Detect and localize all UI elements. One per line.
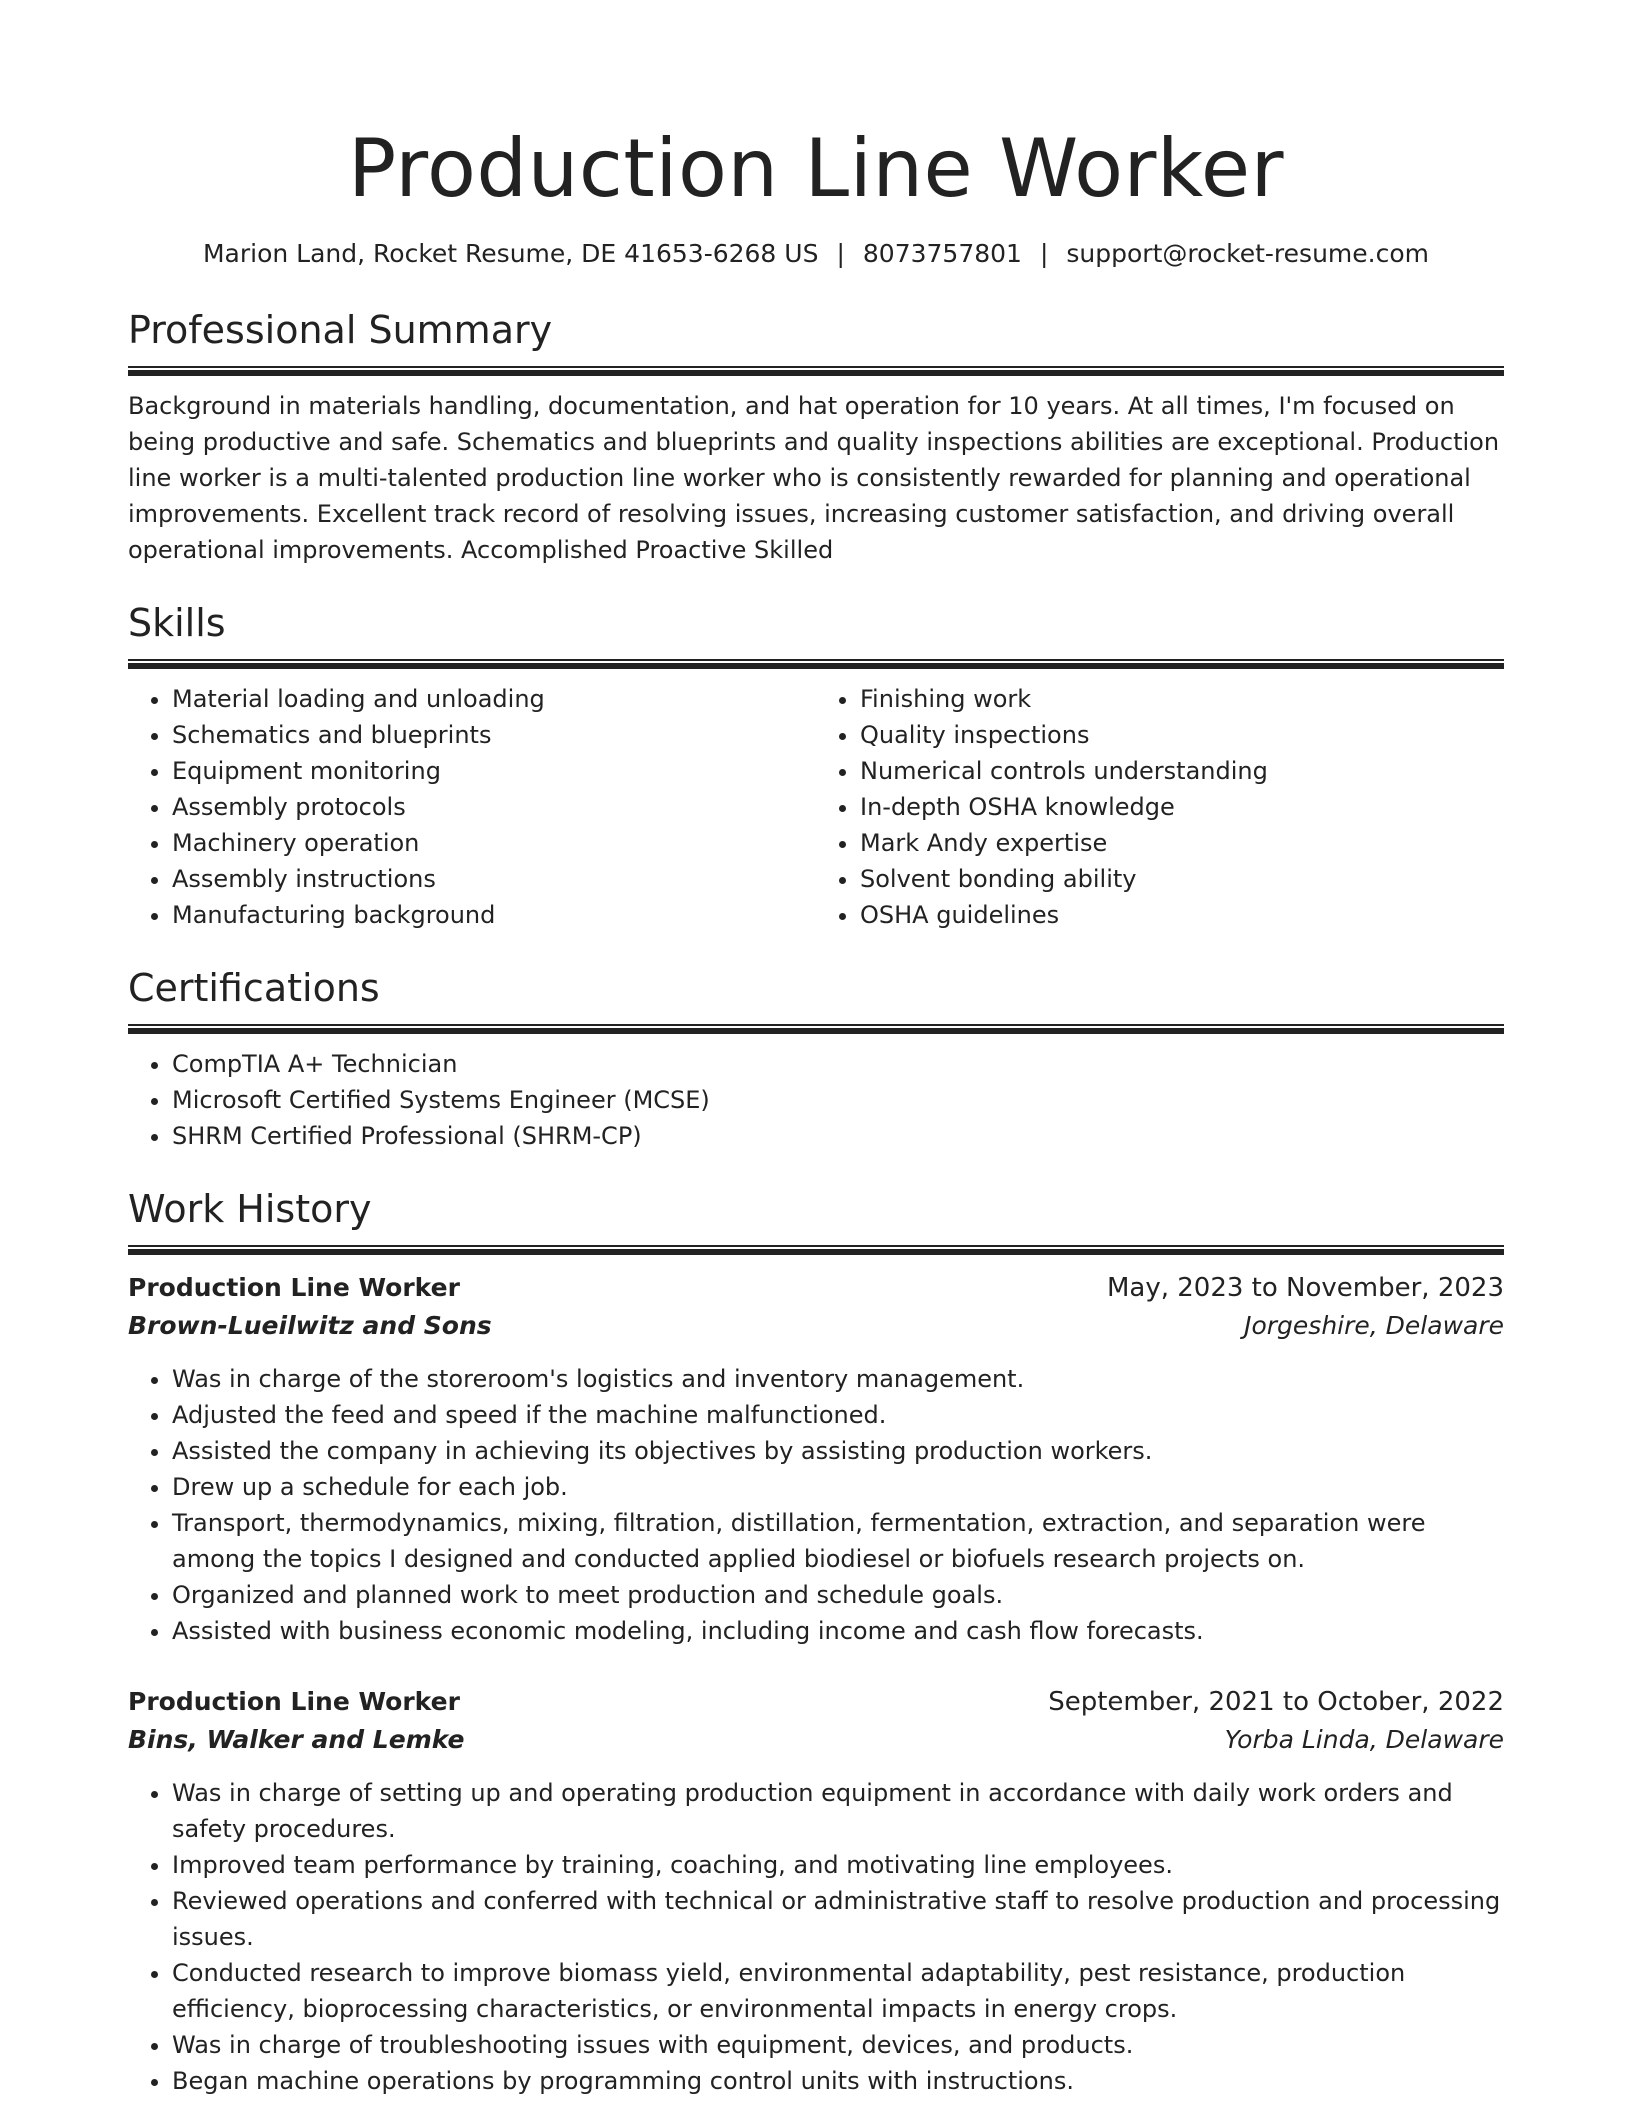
- job-entry: [128, 1683, 1504, 2099]
- job-company: Bins, Walker and Lemke: [128, 1725, 465, 1754]
- job-bullet: • Adjusted the feed and speed if the machine malfunctioned.: [172, 1397, 1504, 1433]
- skills-section: [128, 599, 1504, 933]
- certifications-list: [128, 1046, 1504, 1154]
- summary-section: [128, 306, 1504, 568]
- job-bullet: • Began machine operations by programming control units with instructions.: [172, 2063, 1504, 2099]
- contact-address: Marion Land, Rocket Resume, DE 41653-6268 US: [202, 239, 819, 268]
- skill-item: • Material loading and unloading: [172, 681, 816, 717]
- skill-item: • Schematics and blueprints: [172, 717, 816, 753]
- job-bullet: • Was in charge of setting up and operating production equipment in accordance with daily work orders and safety procedures.: [172, 1775, 1504, 1847]
- certifications-section: [128, 964, 1504, 1154]
- contact-separator: |: [1039, 239, 1049, 268]
- certification-item: • CompTIA A+ Technician: [172, 1046, 1504, 1082]
- job-bullet: • Organized and planned work to meet production and schedule goals.: [172, 1577, 1504, 1613]
- skills-grid: [128, 681, 1504, 933]
- job-bullet: • Drew up a schedule for each job.: [172, 1469, 1504, 1505]
- job-location: Yorba Linda, Delaware: [1224, 1725, 1504, 1754]
- skill-item: • Mark Andy expertise: [860, 825, 1504, 861]
- job-bullet: • Conducted research to improve biomass yield, environmental adaptability, pest resistance, production efficiency, bioprocessing characteristics, or environmental impacts in energy crops.: [172, 1955, 1504, 2027]
- job-bullet: • Improved team performance by training, coaching, and motivating line employees.: [172, 1847, 1504, 1883]
- job-subheader-row: [128, 1721, 1504, 1759]
- section-divider: [128, 366, 1504, 376]
- section-title-certifications: Certifications: [128, 966, 380, 1010]
- job-bullet: • Assisted the company in achieving its objectives by assisting production workers.: [172, 1433, 1504, 1469]
- job-bullet-list: [128, 1775, 1504, 2099]
- skills-list-left: [128, 681, 816, 933]
- skill-item: • OSHA guidelines: [860, 897, 1504, 933]
- skill-item: • Solvent bonding ability: [860, 861, 1504, 897]
- certification-item: • Microsoft Certified Systems Engineer (MCSE): [172, 1082, 1504, 1118]
- skills-list-right: [816, 681, 1504, 933]
- skill-item: • Equipment monitoring: [172, 753, 816, 789]
- contact-line: [128, 236, 1504, 272]
- job-entry: [128, 1269, 1504, 1649]
- job-bullet-list: [128, 1361, 1504, 1649]
- section-title-work-history: Work History: [128, 1187, 372, 1231]
- skill-item: • Manufacturing background: [172, 897, 816, 933]
- skill-item: • Quality inspections: [860, 717, 1504, 753]
- work-history-section: [128, 1185, 1504, 2099]
- job-company: Brown-Lueilwitz and Sons: [128, 1311, 492, 1340]
- job-subheader-row: [128, 1307, 1504, 1345]
- job-bullet: • Was in charge of troubleshooting issues with equipment, devices, and products.: [172, 2027, 1504, 2063]
- contact-phone: 8073757801: [862, 239, 1022, 268]
- skill-item: • Finishing work: [860, 681, 1504, 717]
- section-divider: [128, 659, 1504, 669]
- skill-item: • Assembly protocols: [172, 789, 816, 825]
- job-location: Jorgeshire, Delaware: [1244, 1311, 1504, 1340]
- job-bullet: • Transport, thermodynamics, mixing, filtration, distillation, fermentation, extraction, and separation were among the topics I designed and conducted applied biodiesel or biofuels research projects on.: [172, 1505, 1504, 1577]
- section-title-summary: Professional Summary: [128, 308, 553, 352]
- job-header-row: [128, 1683, 1504, 1721]
- contact-email: support@rocket-resume.com: [1066, 239, 1429, 268]
- job-dates: May, 2023 to November, 2023: [1106, 1273, 1504, 1303]
- skill-item: • In-depth OSHA knowledge: [860, 789, 1504, 825]
- summary-text: Background in materials handling, documentation, and hat operation for 10 years. At all times, I'm focused on being productive and safe. Schematics and blueprints and quality inspections abilities are exceptional. Production line worker is a multi-talented production line worker who is consistently rewarded for planning and operational improvements. Excellent track record of resolving issues, increasing customer satisfaction, and driving overall operational improvements. Accomplished Proactive Skilled: [128, 392, 1500, 564]
- job-header-row: [128, 1269, 1504, 1307]
- certification-item: • SHRM Certified Professional (SHRM-CP): [172, 1118, 1504, 1154]
- section-divider: [128, 1024, 1504, 1034]
- skill-item: • Numerical controls understanding: [860, 753, 1504, 789]
- job-dates: September, 2021 to October, 2022: [1048, 1687, 1504, 1717]
- section-divider: [128, 1245, 1504, 1255]
- job-title: Production Line Worker: [128, 1687, 460, 1716]
- section-title-skills: Skills: [128, 601, 226, 645]
- job-bullet: • Was in charge of the storeroom's logistics and inventory management.: [172, 1361, 1504, 1397]
- skill-item: • Assembly instructions: [172, 861, 816, 897]
- job-bullet: • Reviewed operations and conferred with technical or administrative staff to resolve production and processing issues.: [172, 1883, 1504, 1955]
- skill-item: • Machinery operation: [172, 825, 816, 861]
- job-bullet: • Assisted with business economic modeling, including income and cash flow forecasts.: [172, 1613, 1504, 1649]
- contact-separator: |: [836, 239, 845, 268]
- resume-name: Production Line Worker: [347, 122, 1285, 215]
- resume-content: [128, 0, 1504, 2099]
- job-title: Production Line Worker: [128, 1273, 460, 1302]
